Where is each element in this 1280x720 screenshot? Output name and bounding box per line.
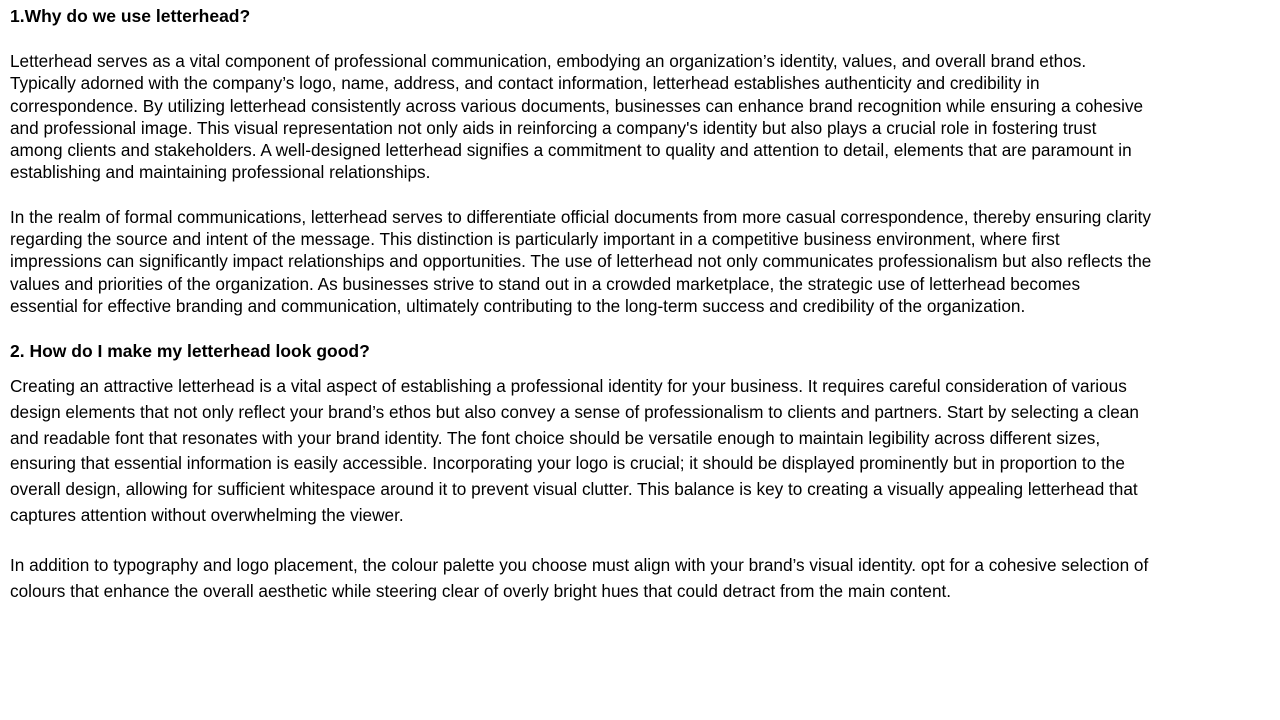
section-2-heading: 2. How do I make my letterhead look good? [10, 341, 370, 362]
section-1-heading: 1.Why do we use letterhead? [10, 6, 251, 26]
section-1-paragraph-1: Letterhead serves as a vital component of professional communication, embodying an organization’s identity, values, and overall brand ethos. Typically adorned with the company’s logo, name, address, and contact information, letterhead establishes authenticity and credibility in correspondence. By utilizing letterhead consistently across various documents, businesses can enhance brand recognition while ensuring a cohesive and professional image. This visual representation not only aids in reinforcing a company's identity but also plays a crucial role in fostering trust among clients and stakeholders. A well-designed letterhead signifies a commitment to quality and attention to detail, elements that are paramount in establishing and maintaining professional relationships. [10, 51, 1144, 183]
section-2-paragraph-1: Creating an attractive letterhead is a vital aspect of establishing a professional identity for your business. It requires careful consideration of various design elements that not only reflect your brand’s ethos but also convey a sense of professionalism to clients and partners. Start by selecting a clean and readable font that resonates with your brand identity. The font choice should be versatile enough to maintain legibility across different sizes, ensuring that essential information is easily accessible. Incorporating your logo is crucial; it should be displayed prominently but in proportion to the overall design, allowing for sufficient whitespace around it to prevent visual clutter. This balance is key to creating a visually appealing letterhead that captures attention without overwhelming the viewer. [10, 376, 1139, 525]
section-1-paragraph-2: In the realm of formal communications, letterhead serves to differentiate official documents from more casual correspondence, thereby ensuring clarity regarding the source and intent of the message. This distinction is particularly important in a competitive business environment, where first impressions can significantly impact relationships and opportunities. The use of letterhead not only communicates professionalism but also reflects the values and priorities of the organization. As businesses strive to stand out in a crowded marketplace, the strategic use of letterhead becomes essential for effective branding and communication, ultimately contributing to the long-term success and credibility of the organization. [10, 206, 1152, 316]
section-why-use-letterhead [10, 5, 1260, 317]
section-make-letterhead-look-good [10, 340, 1260, 605]
document-page [10, 5, 1260, 605]
section-2-paragraph-2: In addition to typography and logo placement, the colour palette you choose must align with your brand’s visual identity. opt for a cohesive selection of colours that enhance the overall aesthetic while steering clear of overly bright hues that could detract from the main content. [10, 555, 1149, 602]
